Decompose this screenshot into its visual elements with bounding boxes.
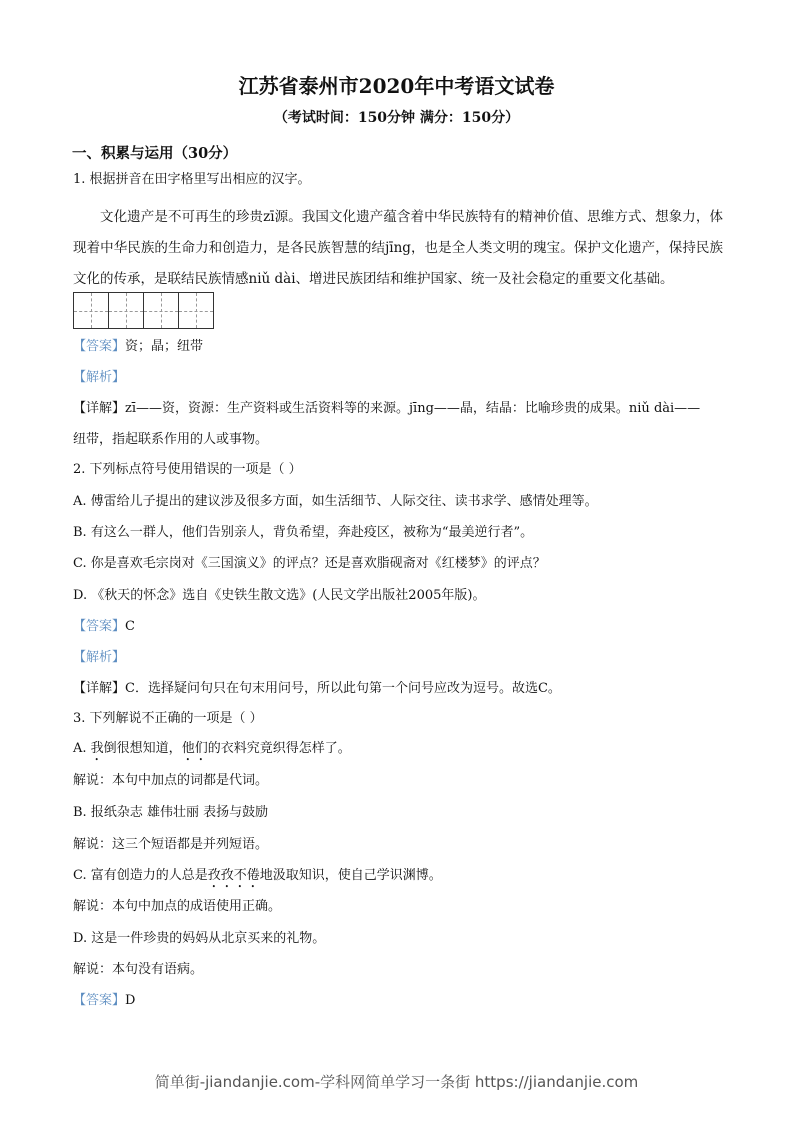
q1-detail-cont: 纽带，指起联系作用的人或事物。 [73, 432, 269, 447]
answer-text: D [125, 993, 136, 1008]
document-title: 江苏省泰州市2020年中考语文试卷 [238, 74, 555, 98]
grid-cell [144, 293, 179, 328]
detail-label: 【详解】 [73, 401, 126, 416]
option-text: 的衣料究竟织得怎样了。 [207, 741, 351, 756]
q1-stem: 1. 根据拼音在田字格里写出相应的汉字。 [73, 172, 311, 187]
dotted-idiom: 孜孜不倦 [207, 868, 260, 883]
q2-answer [73, 618, 135, 636]
q3-option-d: D. 这是一件珍贵的妈妈从北京买来的礼物。 [73, 931, 326, 946]
q3-answer [73, 992, 135, 1010]
q3-note-c: 解说：本句中加点的成语使用正确。 [73, 899, 282, 914]
detail-text: zī——资，资源：生产资料或生活资料等的来源。jīng——晶，结晶：比喻珍贵的成果。niǔ dài—— [125, 401, 701, 416]
grid-cell [109, 293, 144, 328]
q2-detail [73, 680, 561, 698]
q2-option-c: C. 你是喜欢毛宗岗对《三国演义》的评点？还是喜欢脂砚斋对《红楼梦》的评点？ [73, 556, 546, 571]
q3-option-a [73, 740, 351, 764]
grid-cell [179, 293, 213, 328]
section-heading: 一、积累与运用（30分） [72, 145, 238, 162]
grid-cell [74, 293, 109, 328]
option-text: 地汲取知识，使自己学识渊博。 [259, 868, 442, 883]
analysis-label: 【解析】 [73, 650, 126, 665]
option-prefix: A. [73, 741, 91, 756]
q3-option-b: B. 报纸杂志 雄伟壮丽 表扬与鼓励 [73, 805, 269, 820]
analysis-label: 【解析】 [73, 370, 126, 385]
tianzige-grid [73, 292, 214, 329]
answer-label: 【答案】 [73, 993, 126, 1008]
q3-note-b: 解说：这三个短语都是并列短语。 [73, 837, 269, 852]
q3-note-a: 解说：本句中加点的词都是代词。 [73, 773, 269, 788]
detail-text: C．选择疑问句只在句末用问号，所以此句第一个问号应改为逗号。故选C。 [125, 681, 561, 696]
q2-option-a: A. 傅雷给儿子提出的建议涉及很多方面，如生活细节、人际交往、读书求学、感情处理等。 [73, 494, 598, 509]
dotted-word: 他们 [181, 741, 208, 756]
q3-stem: 3. 下列解说不正确的一项是（ ） [73, 711, 263, 726]
q2-option-b: B. 有这么一群人，他们告别亲人，背负希望，奔赴疫区，被称为“最美逆行者”。 [73, 525, 534, 540]
q1-answer [73, 338, 203, 356]
detail-label: 【详解】 [73, 681, 126, 696]
option-text: C. 富有创造力的人总是 [73, 868, 208, 883]
q1-detail [73, 400, 700, 418]
answer-label: 【答案】 [73, 339, 126, 354]
option-text: 倒很想知道， [103, 741, 182, 756]
q2-stem: 2. 下列标点符号使用错误的一项是（ ） [73, 462, 302, 477]
answer-label: 【答案】 [73, 619, 126, 634]
footer-watermark: 简单街-jiandanjie.com-学科网简单学习一条街 https://jiandanjie.com [154, 1073, 639, 1091]
q2-option-d: D. 《秋天的怀念》选自《史铁生散文选》(人民文学出版社2005年版)。 [73, 588, 486, 603]
q3-option-c [73, 867, 442, 891]
q1-passage: 文化遗产是不可再生的珍贵zī源。我国文化遗产蕴含着中华民族特有的精神价值、思维方式、想象力，体现着中华民族的生命力和创造力，是各民族智慧的结jīng，也是全人类文明的瑰宝。保护文化遗产，保持民族文化的传承，是联结民族情感niǔ dài、增进民族团结和维护国家、统一及社会稳定的重要文化基础。 [73, 209, 723, 287]
q3-note-d: 解说：本句没有语病。 [73, 962, 204, 977]
exam-info: （考试时间：150分钟 满分：150分） [273, 110, 520, 126]
answer-text: 资；晶；纽带 [125, 339, 204, 354]
dotted-word: 我 [90, 741, 104, 756]
answer-text: C [125, 619, 135, 634]
